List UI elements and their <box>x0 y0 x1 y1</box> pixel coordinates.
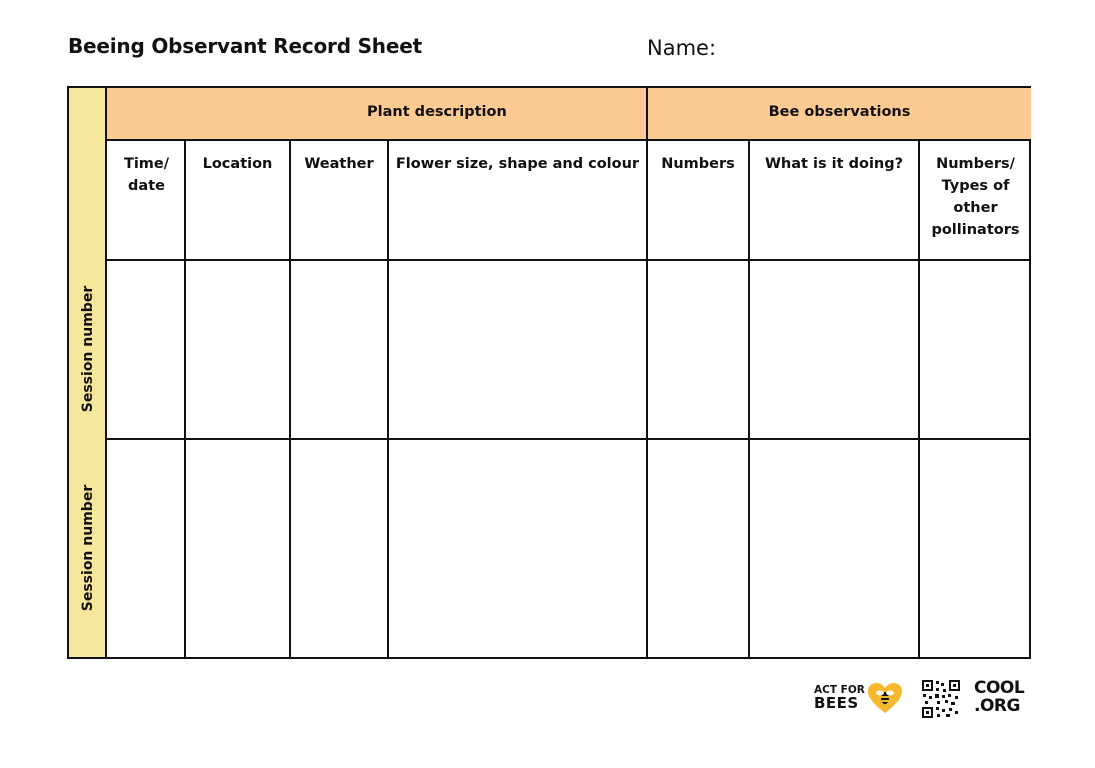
cool-org-logo: COOL .ORG <box>974 678 1025 716</box>
col-location: Location <box>186 141 291 261</box>
plant-description-header: Plant description <box>107 88 648 141</box>
qr-code-icon <box>921 679 961 719</box>
row1-weather[interactable] <box>291 261 389 440</box>
session-label-1: Session number <box>80 285 97 413</box>
session-label-2: Session number <box>80 484 97 611</box>
row2-activity[interactable] <box>750 440 920 657</box>
row2-other-pollinators[interactable] <box>920 440 1031 657</box>
row1-location[interactable] <box>186 261 291 440</box>
col-flower: Flower size, shape and colour <box>389 141 648 261</box>
row1-other-pollinators[interactable] <box>920 261 1031 440</box>
col-time-date: Time/ date <box>107 141 186 261</box>
row2-flower[interactable] <box>389 440 648 657</box>
name-label: Name: <box>647 36 717 60</box>
bee-heart-icon <box>868 683 902 715</box>
session-strip <box>69 88 107 657</box>
col-weather: Weather <box>291 141 389 261</box>
row2-time-date[interactable] <box>107 440 186 657</box>
record-table <box>67 86 1031 659</box>
row2-numbers[interactable] <box>648 440 750 657</box>
col-other-pollinators: Numbers/ Types of other pollinators <box>920 141 1031 261</box>
row1-flower[interactable] <box>389 261 648 440</box>
bee-observations-header: Bee observations <box>648 88 1031 141</box>
col-activity: What is it doing? <box>750 141 920 261</box>
act-for-bees-logo: ACT FOR BEES <box>814 679 900 717</box>
row2-location[interactable] <box>186 440 291 657</box>
sheet-title: Beeing Observant Record Sheet <box>68 34 422 58</box>
row1-time-date[interactable] <box>107 261 186 440</box>
col-numbers: Numbers <box>648 141 750 261</box>
row1-numbers[interactable] <box>648 261 750 440</box>
row1-activity[interactable] <box>750 261 920 440</box>
row2-weather[interactable] <box>291 440 389 657</box>
